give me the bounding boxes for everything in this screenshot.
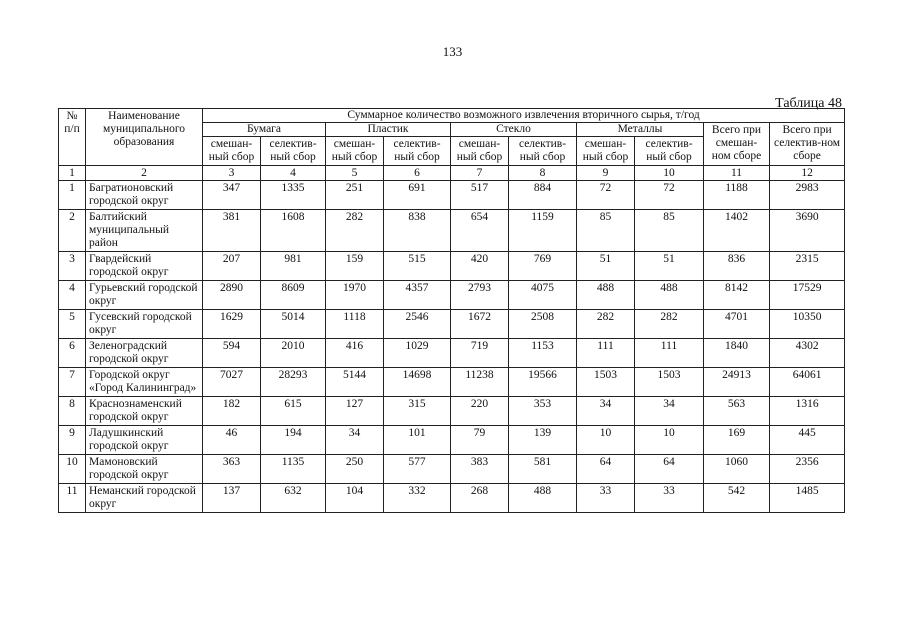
value-cell: 64: [635, 455, 704, 484]
value-cell: 251: [326, 181, 384, 210]
value-cell: 5014: [261, 310, 326, 339]
value-cell: 46: [203, 426, 261, 455]
value-cell: 542: [704, 484, 770, 513]
row-number: 5: [59, 310, 86, 339]
value-cell: 4701: [704, 310, 770, 339]
value-cell: 220: [451, 397, 509, 426]
value-cell: 51: [635, 252, 704, 281]
value-cell: 1503: [577, 368, 635, 397]
value-cell: 34: [635, 397, 704, 426]
header-total-selective: Всего при селектив-ном сборе: [770, 123, 845, 166]
municipality-name: Городской округ «Город Калининград»: [86, 368, 203, 397]
value-cell: 64061: [770, 368, 845, 397]
value-cell: 11238: [451, 368, 509, 397]
value-cell: 594: [203, 339, 261, 368]
value-cell: 5144: [326, 368, 384, 397]
value-cell: 1402: [704, 210, 770, 252]
value-cell: 207: [203, 252, 261, 281]
value-cell: 250: [326, 455, 384, 484]
header-paper-selective: селектив-ный сбор: [261, 137, 326, 166]
value-cell: 515: [384, 252, 451, 281]
municipality-name: Мамоновский городской округ: [86, 455, 203, 484]
column-number: 11: [704, 166, 770, 181]
value-cell: 282: [635, 310, 704, 339]
value-cell: 1153: [509, 339, 577, 368]
value-cell: 315: [384, 397, 451, 426]
value-cell: 24913: [704, 368, 770, 397]
value-cell: 2890: [203, 281, 261, 310]
table-row: [59, 181, 845, 210]
value-cell: 1672: [451, 310, 509, 339]
value-cell: 104: [326, 484, 384, 513]
value-cell: 1335: [261, 181, 326, 210]
value-cell: 1840: [704, 339, 770, 368]
value-cell: 282: [577, 310, 635, 339]
value-cell: 194: [261, 426, 326, 455]
value-cell: 1118: [326, 310, 384, 339]
value-cell: 1159: [509, 210, 577, 252]
value-cell: 79: [451, 426, 509, 455]
row-number: 10: [59, 455, 86, 484]
row-number: 11: [59, 484, 86, 513]
value-cell: 4357: [384, 281, 451, 310]
value-cell: 347: [203, 181, 261, 210]
value-cell: 581: [509, 455, 577, 484]
value-cell: 769: [509, 252, 577, 281]
value-cell: 4302: [770, 339, 845, 368]
municipality-name: Гусевский городской округ: [86, 310, 203, 339]
table-row: [59, 281, 845, 310]
value-cell: 615: [261, 397, 326, 426]
column-number: 9: [577, 166, 635, 181]
value-cell: 3690: [770, 210, 845, 252]
value-cell: 19566: [509, 368, 577, 397]
column-number: 3: [203, 166, 261, 181]
column-number: 6: [384, 166, 451, 181]
value-cell: 1503: [635, 368, 704, 397]
value-cell: 1135: [261, 455, 326, 484]
table-row: [59, 397, 845, 426]
column-number: 10: [635, 166, 704, 181]
table-row: [59, 455, 845, 484]
column-number: 2: [86, 166, 203, 181]
page-number: 133: [442, 44, 463, 59]
column-number: 8: [509, 166, 577, 181]
value-cell: 1608: [261, 210, 326, 252]
value-cell: 2315: [770, 252, 845, 281]
table-caption: Таблица 48: [775, 96, 842, 111]
value-cell: 563: [704, 397, 770, 426]
value-cell: 10: [635, 426, 704, 455]
value-cell: 632: [261, 484, 326, 513]
header-total-mixed: Всего при смешан-ном сборе: [704, 123, 770, 166]
value-cell: 10350: [770, 310, 845, 339]
value-cell: 28293: [261, 368, 326, 397]
value-cell: 420: [451, 252, 509, 281]
value-cell: 33: [577, 484, 635, 513]
value-cell: 1970: [326, 281, 384, 310]
municipality-name: Багратионовский городской округ: [86, 181, 203, 210]
value-cell: 34: [577, 397, 635, 426]
header-plastic-mixed: смешан-ный сбор: [326, 137, 384, 166]
value-cell: 332: [384, 484, 451, 513]
data-table: [58, 108, 845, 513]
header-num: № п/п: [59, 109, 86, 166]
value-cell: 2793: [451, 281, 509, 310]
column-number: 5: [326, 166, 384, 181]
value-cell: 7027: [203, 368, 261, 397]
value-cell: 1629: [203, 310, 261, 339]
municipality-name: Балтийский муниципальный район: [86, 210, 203, 252]
column-number: 7: [451, 166, 509, 181]
value-cell: 381: [203, 210, 261, 252]
row-number: 4: [59, 281, 86, 310]
header-group-paper: Бумага: [203, 123, 326, 137]
value-cell: 182: [203, 397, 261, 426]
row-number: 7: [59, 368, 86, 397]
row-number: 3: [59, 252, 86, 281]
value-cell: 2356: [770, 455, 845, 484]
table-row: [59, 210, 845, 252]
value-cell: 517: [451, 181, 509, 210]
header-metals-selective: селектив-ный сбор: [635, 137, 704, 166]
value-cell: 488: [577, 281, 635, 310]
table-row: [59, 368, 845, 397]
header-glass-selective: селектив-ный сбор: [509, 137, 577, 166]
value-cell: 64: [577, 455, 635, 484]
table-row: [59, 339, 845, 368]
header-glass-mixed: смешан-ный сбор: [451, 137, 509, 166]
table-row: [59, 426, 845, 455]
value-cell: 139: [509, 426, 577, 455]
municipality-name: Зеленоградский городской округ: [86, 339, 203, 368]
value-cell: 4075: [509, 281, 577, 310]
table-row: [59, 310, 845, 339]
value-cell: 10: [577, 426, 635, 455]
value-cell: 1029: [384, 339, 451, 368]
value-cell: 488: [509, 484, 577, 513]
value-cell: 691: [384, 181, 451, 210]
municipality-name: Неманский городской округ: [86, 484, 203, 513]
header-group-plastic: Пластик: [326, 123, 451, 137]
value-cell: 51: [577, 252, 635, 281]
column-number: 1: [59, 166, 86, 181]
value-cell: 169: [704, 426, 770, 455]
value-cell: 159: [326, 252, 384, 281]
value-cell: 654: [451, 210, 509, 252]
value-cell: 363: [203, 455, 261, 484]
municipality-name: Гвардейский городской округ: [86, 252, 203, 281]
row-number: 1: [59, 181, 86, 210]
value-cell: 101: [384, 426, 451, 455]
value-cell: 137: [203, 484, 261, 513]
value-cell: 282: [326, 210, 384, 252]
row-number: 2: [59, 210, 86, 252]
value-cell: 1316: [770, 397, 845, 426]
value-cell: 72: [635, 181, 704, 210]
column-number: 4: [261, 166, 326, 181]
column-number-row: [59, 166, 845, 181]
header-name: Наименование муниципального образования: [86, 109, 203, 166]
value-cell: 383: [451, 455, 509, 484]
value-cell: 2508: [509, 310, 577, 339]
table-row: [59, 252, 845, 281]
header-total-group: Суммарное количество возможного извлечения вторичного сырья, т/год: [203, 109, 845, 123]
value-cell: 111: [577, 339, 635, 368]
value-cell: 1188: [704, 181, 770, 210]
municipality-name: Краснознаменский городской округ: [86, 397, 203, 426]
row-number: 8: [59, 397, 86, 426]
value-cell: 8609: [261, 281, 326, 310]
value-cell: 488: [635, 281, 704, 310]
value-cell: 2546: [384, 310, 451, 339]
value-cell: 268: [451, 484, 509, 513]
table-body: [59, 181, 845, 513]
value-cell: 1485: [770, 484, 845, 513]
header-plastic-selective: селектив-ный сбор: [384, 137, 451, 166]
value-cell: 14698: [384, 368, 451, 397]
value-cell: 2010: [261, 339, 326, 368]
value-cell: 34: [326, 426, 384, 455]
header-group-glass: Стекло: [451, 123, 577, 137]
municipality-name: Ладушкинский городской округ: [86, 426, 203, 455]
value-cell: 72: [577, 181, 635, 210]
table-row: [59, 484, 845, 513]
value-cell: 836: [704, 252, 770, 281]
value-cell: 111: [635, 339, 704, 368]
column-number: 12: [770, 166, 845, 181]
value-cell: 884: [509, 181, 577, 210]
value-cell: 1060: [704, 455, 770, 484]
value-cell: 719: [451, 339, 509, 368]
municipality-name: Гурьевский городской округ: [86, 281, 203, 310]
value-cell: 85: [635, 210, 704, 252]
header-paper-mixed: смешан-ный сбор: [203, 137, 261, 166]
value-cell: 8142: [704, 281, 770, 310]
value-cell: 838: [384, 210, 451, 252]
value-cell: 445: [770, 426, 845, 455]
row-number: 9: [59, 426, 86, 455]
value-cell: 981: [261, 252, 326, 281]
value-cell: 127: [326, 397, 384, 426]
value-cell: 416: [326, 339, 384, 368]
value-cell: 85: [577, 210, 635, 252]
value-cell: 33: [635, 484, 704, 513]
value-cell: 17529: [770, 281, 845, 310]
row-number: 6: [59, 339, 86, 368]
value-cell: 2983: [770, 181, 845, 210]
value-cell: 353: [509, 397, 577, 426]
value-cell: 577: [384, 455, 451, 484]
header-metals-mixed: смешан-ный сбор: [577, 137, 635, 166]
header-group-metals: Металлы: [577, 123, 704, 137]
